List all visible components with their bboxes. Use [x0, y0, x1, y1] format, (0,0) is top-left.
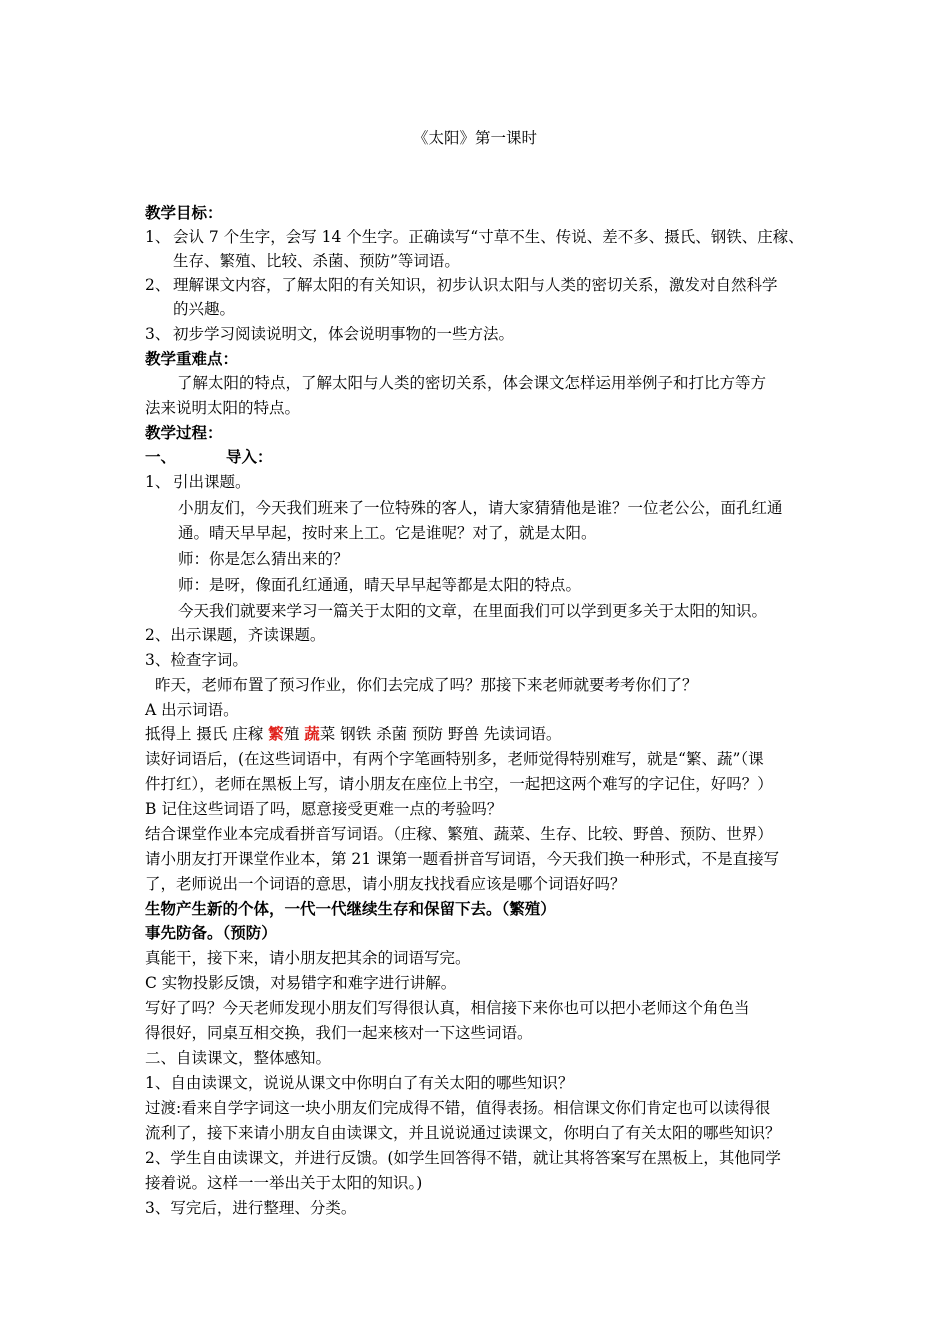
key-heading: 教学重难点： [145, 349, 239, 368]
open-line-1: 请小朋友打开课堂作业本，第 21 课第一题看拼音写词语，今天我们换一种形式，不是直接写 [145, 850, 780, 868]
part-2-heading: 二、自读课文，整体感知。 [145, 1049, 332, 1067]
teacher-line-2: 师：是呀，像面孔红通通，晴天早早起等都是太阳的特点。 [178, 576, 582, 594]
teacher-line-1: 师：你是怎么猜出来的？ [178, 550, 349, 568]
part-1-heading [145, 445, 815, 469]
part-2-step-2-line-1: 2、学生自由读课文，并进行反馈。(如学生回答得不错，就让其将答案写在黑板上，其他同学 [145, 1149, 781, 1167]
step-1-num: 1、 [145, 473, 171, 491]
key-paragraph-line-1: 了解太阳的特点，了解太阳与人类的密切关系，体会课文怎样运用举例子和打比方等方 [177, 374, 767, 392]
goal-num-3: 3、 [145, 325, 171, 343]
step-1-text: 引出课题。 [173, 473, 251, 491]
goals-heading: 教学目标： [145, 203, 223, 222]
yesterday-line: 昨天，老师布置了预习作业，你们去完成了吗？那接下来老师就要考考你们了？ [155, 676, 698, 694]
great-line: 真能干，接下来，请小朋友把其余的词语写完。 [145, 949, 471, 967]
goal-2-continuation: 的兴趣。 [173, 300, 236, 318]
b-line: B 记住这些词语了吗，愿意接受更难一点的考验吗？ [145, 800, 503, 818]
part-1-title: 导入： [226, 447, 273, 466]
definition-2: 事先防备。（预防） [145, 923, 277, 942]
document-title: 《太阳》第一课时 [412, 129, 537, 147]
a-line: A 出示词语。 [145, 701, 239, 719]
key-paragraph-line-2: 法来说明太阳的特点。 [145, 399, 301, 417]
step-3: 3、检查字词。 [145, 651, 248, 669]
word-list-part-3: 菜 钢铁 杀菌 预防 野兽 先读词语。 [319, 725, 562, 743]
word-list [145, 722, 815, 746]
combine-line: 结合课堂作业本完成看拼音写词语。（庄稼、繁殖、蔬菜、生存、比较、野兽、预防、世界） [145, 825, 773, 843]
step-2: 2、出示课题，齐读课题。 [145, 626, 326, 644]
transition-line-1: 过渡:看来自学字词这一块小朋友们完成得不错，值得表扬。相信课文你们肯定也可以读得很 [145, 1099, 771, 1117]
part-1-number: 一、 [145, 447, 177, 466]
today-line: 今天我们就要来学习一篇关于太阳的文章，在里面我们可以学到更多关于太阳的知识。 [178, 602, 768, 620]
goal-item-1 [145, 225, 815, 249]
part-2-step-1: 1、自由读课文，说说从课文中你明白了有关太阳的哪些知识？ [145, 1074, 574, 1092]
goal-text-3: 初步学习阅读说明文，体会说明事物的一些方法。 [173, 325, 515, 343]
part-2-step-2-line-2: 接着说。这样一一举出关于太阳的知识。) [145, 1174, 423, 1192]
goal-num-2: 2、 [145, 276, 171, 294]
done-line-2: 得很好，同桌互相交换，我们一起来核对一下这些词语。 [145, 1024, 533, 1042]
done-line-1: 写好了吗？今天老师发现小朋友们写得很认真，相信接下来你也可以把小老师这个角色当 [145, 999, 750, 1017]
part-2-step-3: 3、写完后，进行整理、分类。 [145, 1199, 357, 1217]
highlight-char-2: 蔬 [304, 724, 320, 743]
open-line-2: 了，老师说出一个词语的意思，请小朋友找找看应该是哪个词语好吗？ [145, 875, 626, 893]
transition-line-2: 流利了，接下来请小朋友自由读课文，并且说说通过读课文，你明白了有关太阳的哪些知识？ [145, 1124, 781, 1142]
step-1 [145, 470, 815, 494]
process-heading: 教学过程： [145, 423, 223, 442]
intro-line-1: 小朋友们，今天我们班来了一位特殊的客人，请大家猜猜他是谁？一位老公公，面孔红通 [178, 499, 783, 517]
goal-text-1: 会认 7 个生字，会写 14 个生字。正确读写“寸草不生、传说、差不多、摄氏、钢铁、庄稼、 [173, 228, 804, 246]
read-line-1: 读好词语后，(在这些词语中，有两个字笔画特别多，老师觉得特别难写，就是“繁、蔬”（课 [145, 750, 764, 768]
goal-1-continuation: 生存、繁殖、比较、杀菌、预防”等词语。 [173, 252, 460, 270]
read-line-2: 件打红），老师在黑板上写，请小朋友在座位上书空，一起把这两个难写的字记住，好吗？） [145, 775, 773, 793]
goal-text-2: 理解课文内容，了解太阳的有关知识，初步认识太阳与人类的密切关系，激发对自然科学 [173, 276, 778, 294]
goal-item-3 [145, 322, 815, 346]
word-list-part-1: 抵得上 摄氏 庄稼 [145, 725, 269, 743]
intro-line-2: 通。晴天早早起，按时来上工。它是谁呢？对了，就是太阳。 [178, 524, 597, 542]
goal-num-1: 1、 [145, 228, 171, 246]
highlight-char-1: 繁 [268, 724, 284, 743]
goal-item-2 [145, 273, 815, 297]
definition-1: 生物产生新的个体，一代一代继续生存和保留下去。（繁殖） [145, 899, 556, 918]
c-line: C 实物投影反馈，对易错字和难字进行讲解。 [145, 974, 457, 992]
word-list-part-2: 殖 [283, 725, 305, 743]
